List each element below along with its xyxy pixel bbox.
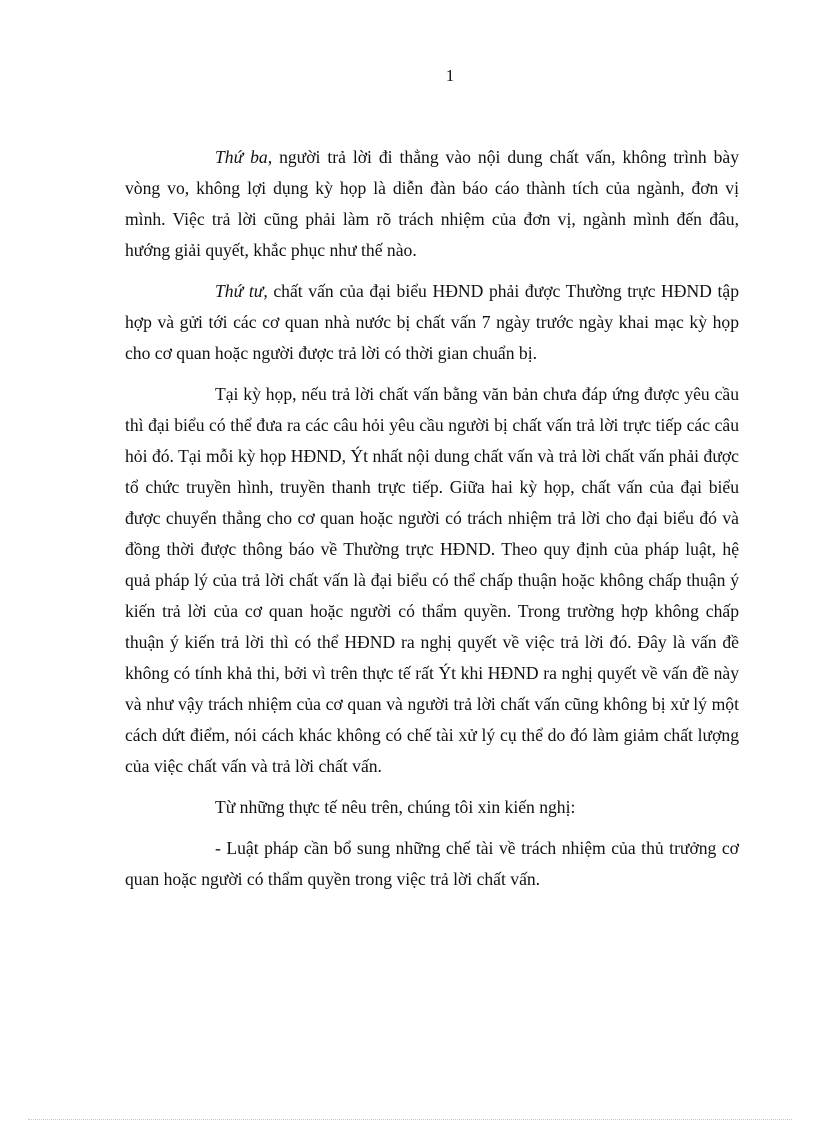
page-number: 1 <box>445 66 455 85</box>
paragraph-text: - Luật pháp cần bổ sung những chế tài về trách nhiệm của thủ trưởng cơ quan hoặc người có thẩm quyền trong việc trả lời chất vấn. <box>125 838 739 889</box>
paragraph-lead-italic: Thứ ba <box>215 147 268 167</box>
paragraph-kien-nghi-intro <box>125 792 739 823</box>
paragraph-text: Từ những thực tế nêu trên, chúng tôi xin kiến nghị: <box>215 797 576 817</box>
paragraph-tai-ky-hop <box>125 379 739 782</box>
page-bottom-divider <box>28 1119 792 1120</box>
paragraph-text: , người trả lời đi thẳng vào nội dung chất vấn, không trình bày vòng vo, không lợi dụng kỳ họp là diễn đàn báo cáo thành tích của ngành, đơn vị mình. Việc trả lời cũng phải làm rõ trách nhiệm của đơn vị, ngành mình đến đâu, hướng giải quyết, khắc phục như thế nào. <box>125 147 740 260</box>
document-body <box>125 142 739 905</box>
paragraph-text: , chất vấn của đại biểu HĐND phải được Thường trực HĐND tập hợp và gửi tới các cơ quan nhà nước bị chất vấn 7 ngày trước ngày khai mạc kỳ họp cho cơ quan hoặc người được trả lời có thời gian chuẩn bị. <box>125 281 739 363</box>
paragraph-thu-tu <box>125 276 739 369</box>
paragraph-kien-nghi-item <box>125 833 739 895</box>
paragraph-text: Tại kỳ họp, nếu trả lời chất vấn bằng văn bản chưa đáp ứng được yêu cầu thì đại biểu có thể đưa ra các câu hỏi yêu cầu người bị chất vấn trả lời trực tiếp các câu hỏi đó. Tại mỗi kỳ họp HĐND, Ýt nhất nội dung chất vấn và trả lời chất vấn phải được tổ chức truyền hình, truyền thanh trực tiếp. Giữa hai kỳ họp, chất vấn của đại biểu được chuyển thẳng cho cơ quan hoặc người có trách nhiệm trả lời cho đại biểu đó và đồng thời được thông báo về Thường trực HĐND. Theo quy định của pháp luật, hệ quả pháp lý của trả lời chất vấn là đại biểu có thể chấp thuận hoặc không chấp thuận ý kiến trả lời của cơ quan hoặc người có thẩm quyền. Trong trường hợp không chấp thuận ý kiến trả lời thì có thể HĐND ra nghị quyết về việc trả lời đó. Đây là vấn đề không có tính khả thi, bởi vì trên thực tế rất Ýt khi HĐND ra nghị quyết về vấn đề này và như vậy trách nhiệm của cơ quan và người trả lời chất vấn cũng không bị xử lý một cách dứt điểm, nói cách khác không có chế tài xử lý cụ thể do đó làm giảm chất lượng của việc chất vấn và trả lời chất vấn. <box>125 384 739 776</box>
paragraph-lead-italic: Thứ tư <box>215 281 264 301</box>
paragraph-thu-ba <box>125 142 739 266</box>
